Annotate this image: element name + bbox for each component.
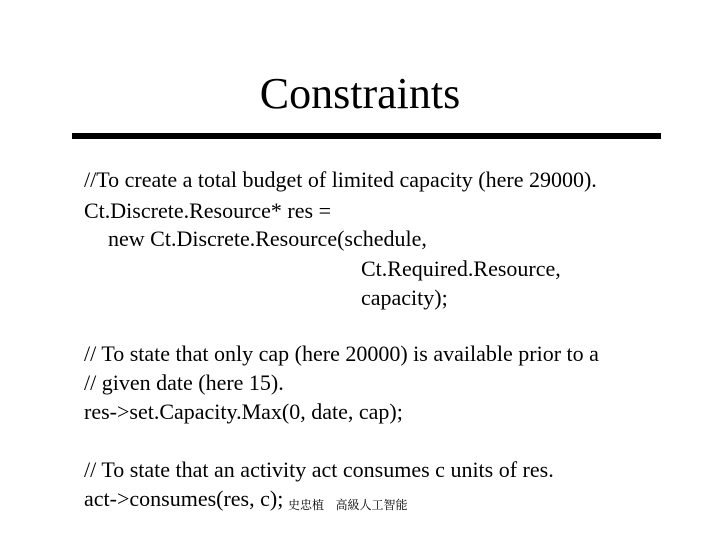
code-line-set-capacity: res->set.Capacity.Max(0, date, cap);: [84, 399, 403, 424]
code-line-consumes: act->consumes(res, c);: [84, 486, 284, 511]
code-line-capacity: capacity);: [361, 285, 448, 310]
slide-title: Constraints: [259, 69, 461, 118]
slide-footer: 史忠植 高級人工智能: [288, 498, 408, 512]
code-line-declare-res: Ct.Discrete.Resource* res =: [84, 198, 331, 223]
code-comment-cap: // To state that only cap (here 20000) is available prior to a: [84, 341, 599, 366]
code-comment-date: // given date (here 15).: [84, 370, 284, 395]
code-comment-consumes: // To state that an activity act consumes c units of res.: [84, 457, 554, 482]
code-line-required-resource: Ct.Required.Resource,: [361, 256, 561, 281]
code-line-new-resource: new Ct.Discrete.Resource(schedule,: [108, 226, 427, 251]
title-divider: [72, 133, 661, 139]
code-comment-budget: //To create a total budget of limited capacity (here 29000).: [84, 167, 597, 192]
